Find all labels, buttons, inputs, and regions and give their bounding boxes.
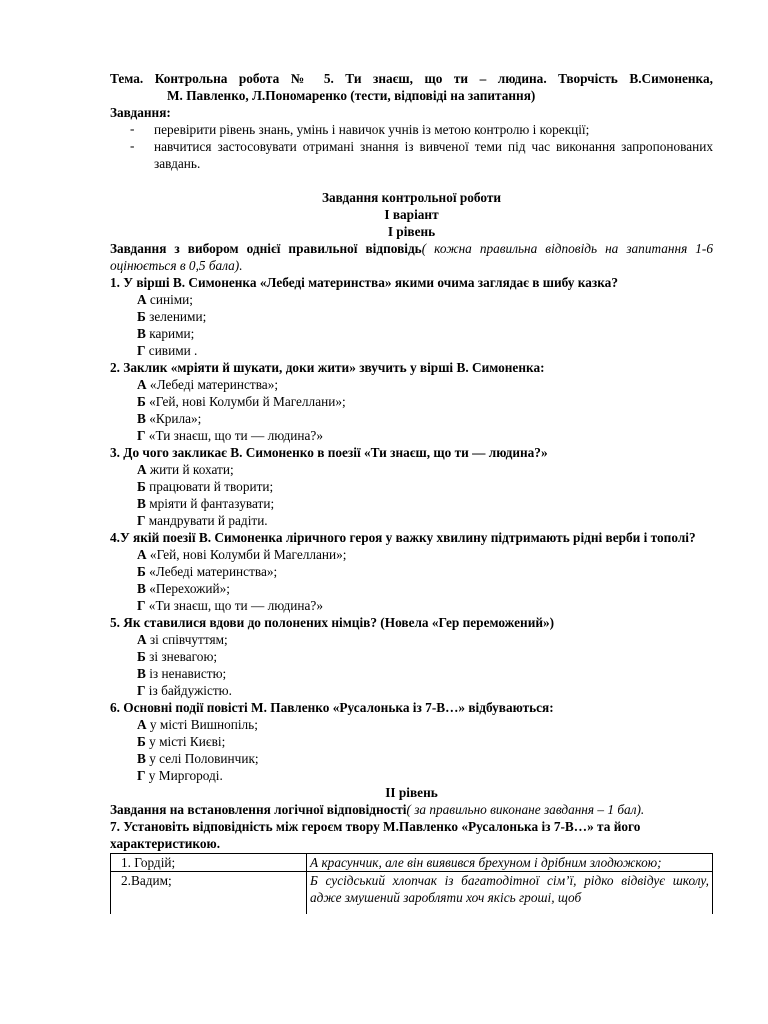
option-1d: Г сивими . <box>137 343 198 358</box>
option-2a: А «Лебеді материнства»; <box>137 377 279 392</box>
bullet-dash: - <box>130 138 135 153</box>
option-2c: В «Крила»; <box>137 411 202 426</box>
option-5d: Г із байдужістю. <box>137 683 232 698</box>
option-3c: В мріяти й фантазувати; <box>137 496 275 511</box>
option-3a: А жити й кохати; <box>137 462 234 477</box>
section-heading: Завдання контрольної роботи <box>321 190 502 205</box>
level2-instructions-bold: Завдання на встановлення логічної відповідності <box>110 802 407 817</box>
matching-table <box>110 853 713 914</box>
question-5: 5. Як ставилися вдови до полонених німців? (Новела «Гер переможений») <box>110 615 555 630</box>
bullet-dash: - <box>130 121 135 136</box>
option-5c: В із ненавистю; <box>137 666 227 681</box>
question-7: 7. Установіть відповідність між героєм твору М.Павленко «Русалонька із 7-В…» та його характеристикою. <box>110 819 641 851</box>
option-4c: В «Перехожий»; <box>137 581 230 596</box>
option-4d: Г «Ти знаєш, що ти — людина?» <box>137 598 323 613</box>
question-4: 4.У якій поезії В. Симоненка ліричного героя у важку хвилину підтримають рідні верби і тополі? <box>110 530 696 545</box>
question-2: 2. Заклик «мріяти й шукати, доки жити» звучить у вірші В. Симоненка: <box>110 360 545 375</box>
document-title-line1: Тема. Контрольна робота № 5. Ти знаєш, що ти – людина. Творчість В.Симоненка, <box>110 71 713 86</box>
option-6c: В у селі Половинчик; <box>137 751 259 766</box>
level2-heading: ІІ рівень <box>385 785 438 800</box>
option-4b: Б «Лебеді материнства»; <box>137 564 278 579</box>
option-2b: Б «Гей, нові Колумби й Магеллани»; <box>137 394 346 409</box>
option-6b: Б у місті Києві; <box>137 734 226 749</box>
option-6d: Г у Миргороді. <box>137 768 223 783</box>
option-5b: Б зі зневагою; <box>137 649 218 664</box>
option-3b: Б працювати й творити; <box>137 479 274 494</box>
level1-instructions-italic: ( кожна правильна відповідь на запитання 1-6 оцінюється в 0,5 бала). <box>110 241 713 273</box>
tasks-label: Завдання: <box>110 105 171 120</box>
option-1c: В карими; <box>137 326 195 341</box>
task-item <box>110 138 713 172</box>
option-3d: Г мандрувати й радіти. <box>137 513 268 528</box>
table-cell-description: А красунчик, але він виявився брехуном і дрібним злодюжкою; <box>307 854 713 872</box>
level2-instructions <box>110 801 713 818</box>
option-6a: А у місті Вишнопіль; <box>137 717 258 732</box>
level1-instructions <box>110 240 713 274</box>
task-item <box>110 121 713 138</box>
table-cell-character: 1. Гордій; <box>111 854 307 872</box>
option-2d: Г «Ти знаєш, що ти — людина?» <box>137 428 323 443</box>
task-text: перевірити рівень знань, умінь і навичок учнів із метою контролю і корекції; <box>154 122 590 137</box>
question-3: 3. До чого закликає В. Симоненко в поезії «Ти знаєш, що ти — людина?» <box>110 445 548 460</box>
question-6: 6. Основні події повісті М. Павленко «Русалонька із 7-В…» відбуваються: <box>110 700 554 715</box>
document-title-line2: М. Павленко, Л.Пономаренко (тести, відповіді на запитання) <box>167 88 536 103</box>
table-row <box>111 872 713 915</box>
level1-heading: І рівень <box>387 224 436 239</box>
option-1b: Б зеленими; <box>137 309 207 324</box>
level2-instructions-italic: ( за правильно виконане завдання – 1 бал). <box>406 802 645 817</box>
level1-instructions-bold: Завдання з вибором однієї правильної відповідь <box>110 241 422 256</box>
option-5a: А зі співчуттям; <box>137 632 228 647</box>
option-1a: А синіми; <box>137 292 193 307</box>
variant-heading: І варіант <box>384 207 439 222</box>
table-row <box>111 854 713 872</box>
table-cell-description: Б сусідський хлопчак із багатодітної сім’ї, рідко відвідує школу, адже змушений заробляти хоч якісь гроші, щоб <box>307 872 713 915</box>
task-text: навчитися застосовувати отримані знання із вивченої теми під час виконання запропонованих завдань. <box>154 139 713 171</box>
table-cell-character: 2.Вадим; <box>111 872 307 915</box>
document-page <box>110 66 713 914</box>
question-1: 1. У вірші В. Симоненка «Лебеді материнства» якими очима заглядає в шибу казка? <box>110 275 618 290</box>
option-4a: А «Гей, нові Колумби й Магеллани»; <box>137 547 347 562</box>
